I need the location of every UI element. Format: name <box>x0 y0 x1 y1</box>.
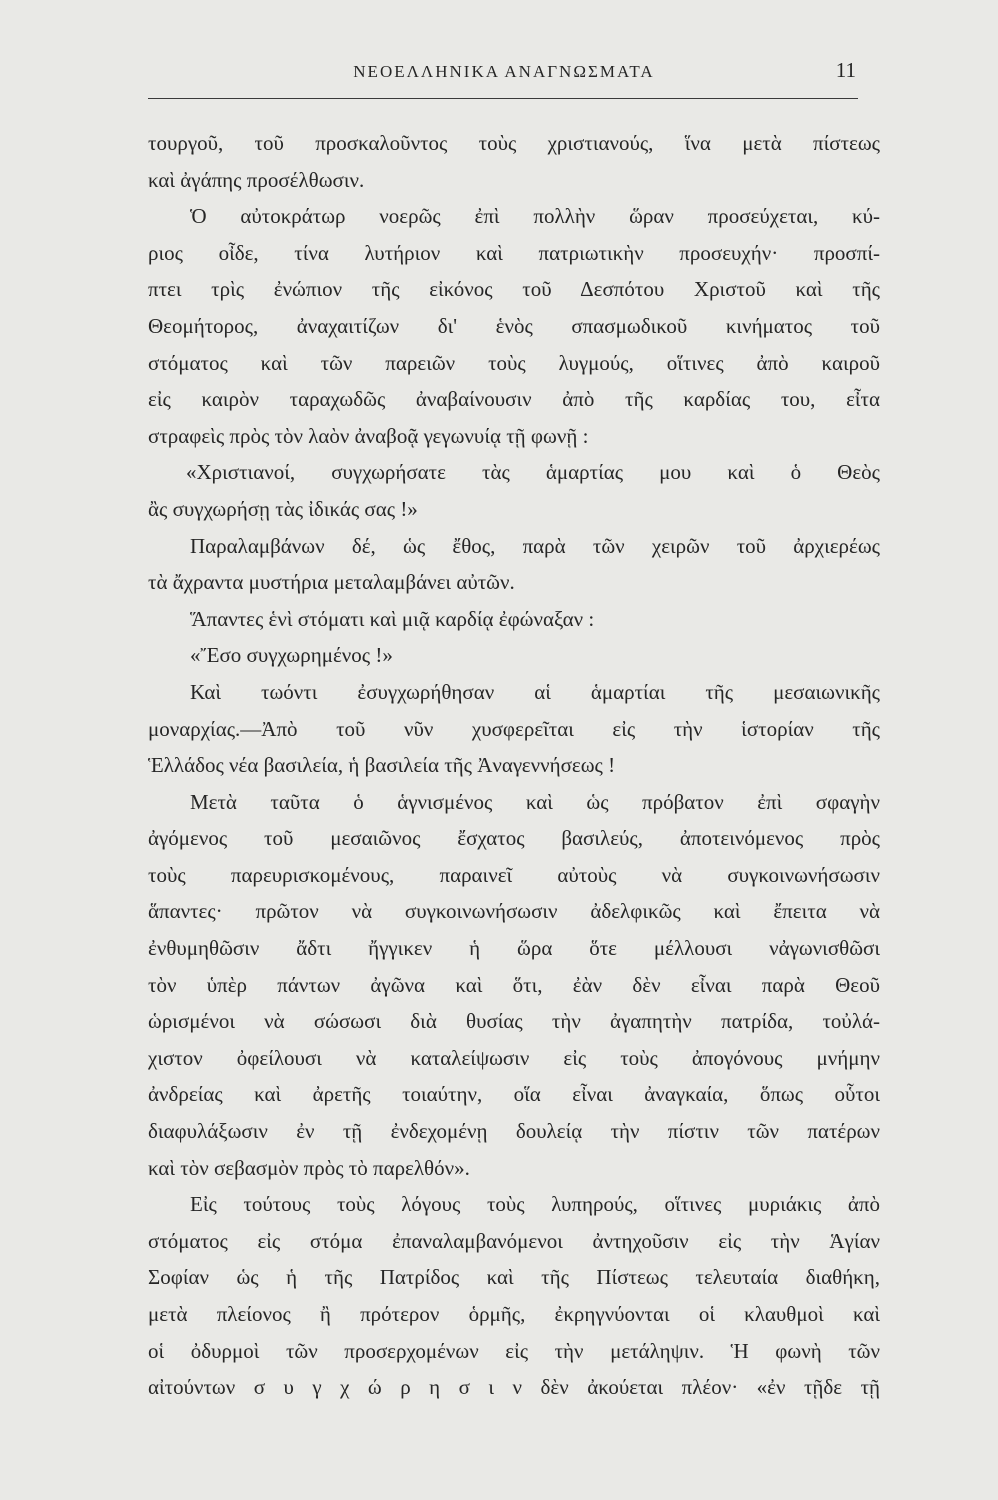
text-line: ἂς συγχωρήσῃ τὰς ἰδικάς σας !» <box>148 496 418 521</box>
text-line: καὶ ἀγάπης προσέλθωσιν. <box>148 167 365 192</box>
text-line: Θεομήτορος, ἀναχαιτίζων δι' ἑνὸς σπασμωδικοῦ κινήματος τοῦ <box>148 313 880 338</box>
page-header <box>148 58 860 98</box>
text-line: «Ἔσο συγχωρημένος !» <box>190 643 393 668</box>
text-line: ἅπαντες· πρῶτον νὰ συγκοινωνήσωσιν ἀδελφικῶς καὶ ἔπειτα νὰ <box>148 899 880 924</box>
text-line: Παραλαμβάνων δέ, ὡς ἔθος, παρὰ τῶν χειρῶν τοῦ ἀρχιερέως <box>190 533 880 558</box>
text-line: Καὶ τωόντι ἐσυγχωρήθησαν αἱ ἁμαρτίαι τῆς μεσαιωνικῆς <box>190 679 880 704</box>
text-line: στόματος εἰς στόμα ἐπαναλαμβανόμενοι ἀντηχοῦσιν εἰς τὴν Ἁγίαν <box>148 1228 880 1253</box>
text-line: οἱ ὀδυρμοὶ τῶν προσερχομένων εἰς τὴν μετάληψιν. Ἡ φωνὴ τῶν <box>148 1338 880 1363</box>
body-text <box>148 125 880 1406</box>
text-line: αἰτούντων σ υ γ χ ώ ρ η σ ι ν δὲν ἀκούεται πλέον· «ἐν τῇδε τῇ <box>148 1375 880 1400</box>
text-line: καὶ τὸν σεβασμὸν πρὸς τὸ παρελθόν». <box>148 1155 470 1180</box>
text-line: τουργοῦ, τοῦ προσκαλοῦντος τοὺς χριστιανούς, ἵνα μετὰ πίστεως <box>148 131 880 155</box>
page-number: 11 <box>835 58 856 82</box>
header-rule <box>148 98 858 99</box>
text-line: πτει τρὶς ἐνώπιον τῆς εἰκόνος τοῦ Δεσπότου Χριστοῦ καὶ τῆς <box>148 277 880 302</box>
text-line: Μετὰ ταῦτα ὁ ἁγνισμένος καὶ ὡς πρόβατον ἐπὶ σφαγὴν <box>190 789 880 814</box>
text-line: ριος οἶδε, τίνα λυτήριον καὶ πατριωτικὴν προσευχήν· προσπί- <box>148 240 880 265</box>
text-line: ὡρισμένοι νὰ σώσωσι διὰ θυσίας τὴν ἀγαπητὴν πατρίδα, τοὐλά- <box>148 1009 880 1034</box>
text-line: Ἅπαντες ἑνὶ στόματι καὶ μιᾷ καρδίᾳ ἐφώναξαν : <box>190 606 595 631</box>
text-line: Ἑλλάδος νέα βασιλεία, ἡ βασιλεία τῆς Ἀναγεννήσεως ! <box>148 753 616 778</box>
text-line: ἐνθυμηθῶσιν ἄδτι ἤγγικεν ἡ ὥρα ὅτε μέλλουσι νἀγωνισθῶσι <box>148 936 880 961</box>
text-line: τοὺς παρευρισκομένους, παραινεῖ αὐτοὺς νὰ συγκοινωνήσωσιν <box>148 862 880 887</box>
text-line: εἰς καιρὸν ταραχωδῶς ἀναβαίνουσιν ἀπὸ τῆς καρδίας του, εἶτα <box>148 387 880 412</box>
text-line: τὸν ὑπὲρ πάντων ἀγῶνα καὶ ὅτι, ἐὰν δὲν εἶναι παρὰ Θεοῦ <box>148 972 880 997</box>
text-line: Ὁ αὐτοκράτωρ νοερῶς ἐπὶ πολλὴν ὥραν προσεύχεται, κύ- <box>190 204 880 229</box>
text-line: «Χριστιανοί, συγχωρήσατε τὰς ἁμαρτίας μου καὶ ὁ Θεὸς <box>186 460 880 485</box>
text-line: μετὰ πλείονος ἢ πρότερον ὁρμῆς, ἐκρηγνύονται οἱ κλαυθμοὶ καὶ <box>148 1302 880 1326</box>
text-line: μοναρχίας.—Ἀπὸ τοῦ νῦν χυσφερεῖται εἰς τὴν ἱστορίαν τῆς <box>148 716 880 741</box>
text-line: ἀνδρείας καὶ ἀρετῆς τοιαύτην, οἵα εἶναι ἀναγκαία, ὅπως οὗτοι <box>148 1082 880 1107</box>
text-line: ἀγόμενος τοῦ μεσαιῶνος ἔσχατος βασιλεύς, ἀποτεινόμενος πρὸς <box>148 826 880 851</box>
text-line: στραφεὶς πρὸς τὸν λαὸν ἀναβοᾷ γεγωνυίᾳ τῇ φωνῇ : <box>148 423 589 448</box>
running-title: ΝΕΟΕΛΛΗΝΙΚΑ ΑΝΑΓΝΩΣΜΑΤΑ <box>353 62 655 81</box>
text-line: στόματος καὶ τῶν παρειῶν τοὺς λυγμούς, οἵτινες ἀπὸ καιροῦ <box>148 350 880 375</box>
text-line: διαφυλάξωσιν ἐν τῇ ἐνδεχομένῃ δουλείᾳ τὴν πίστιν τῶν πατέρων <box>148 1119 880 1144</box>
text-line: χιστον ὀφείλουσι νὰ καταλείψωσιν εἰς τοὺς ἀπογόνους μνήμην <box>148 1045 880 1070</box>
text-line: Σοφίαν ὡς ἡ τῆς Πατρίδος καὶ τῆς Πίστεως τελευταία διαθήκη, <box>148 1265 880 1290</box>
text-line: τὰ ἄχραντα μυστήρια μεταλαμβάνει αὐτῶν. <box>148 570 515 595</box>
text-line: Εἰς τούτους τοὺς λόγους τοὺς λυπηρούς, οἵτινες μυριάκις ἀπὸ <box>190 1192 880 1217</box>
